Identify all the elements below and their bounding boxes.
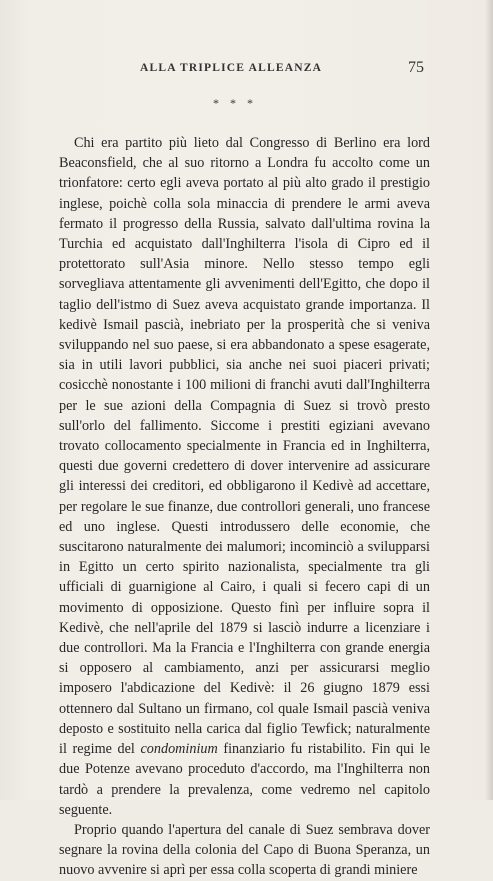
paragraph — [59, 133, 430, 820]
section-break-asterisks: * * * — [213, 96, 257, 110]
paragraph-text: Proprio quando l'apertura del canale di Suez sembrava dover segnare la rovina della colonia del Capo di Buona Speranza, un nuovo avvenire si aprì per essa colla scoperta di grandi miniere — [59, 821, 430, 879]
italic-term: condominium — [140, 741, 218, 758]
body-text — [59, 133, 430, 881]
page-edge-shadow — [485, 0, 493, 800]
paragraph-text-continued: finanziario fu ristabilito. Fin qui le due Potenze avevano proceduto d'accordo, ma l'Inghilterra non tardò a prendere la prevalenza, come vedremo nel capitolo seguente. — [59, 741, 430, 818]
paragraph-text: Chi era partito più lieto dal Congresso di Berlino era lord Beaconsfield, che al suo ritorno a Londra fu accolto come un trionfatore: certo egli aveva portato al più alto grado il prestigio inglese, poichè colla sola minaccia di prendere le armi aveva fermato il progresso della Russia, salvato dall'ultima rovina la Turchia ed acquistato dall'Inghilterra l'isola di Cipro ed il protettorato sull'Asia minore. Nello stesso tempo egli sorvegliava attentamente gli avvenimenti dell'Egitto, che dopo il taglio dell'istmo di Suez aveva acquistato grande importanza. Il kedivè Ismail pascià, inebriato per la prosperità che si veniva sviluppando nel suo paese, si era abbandonato a spese esagerate, sia in utili lavori pubblici, sia anche nei suoi piaceri privati; cosicchè nonostante i 100 milioni di franchi avuti dall'Inghilterra per le sue azioni della Compagnia di Suez si trovò presto sull'orlo del fallimento. Siccome i prestiti egiziani avevano trovato collocamento specialmente in Francia ed in Inghilterra, questi due governi credettero di dover intervenire ad assicurare gli interessi dei creditori, ed obbligarono il Kedivè ad accettare, per regolare le sue finanze, due controllori generali, uno francese ed uno inglese. Questi introdussero delle economie, che suscitarono naturalmente dei malumori; incominciò a svilupparsi in Egitto un certo spirito nazionalista, specialmente tra gli ufficiali di guarnigione al Cairo, i quali si fecero capi di un movimento di opposizione. Questo finì per influire sopra il Kedivè, che nell'aprile del 1879 si lasciò indurre a licenziare i due controllori. Ma la Francia e l'Inghilterra con grande energia si opposero al cambiamento, anzi per assicurarsi meglio imposero l'abdicazione del Kedivè: il 26 giugno 1879 essi ottennero dal Sultano un firmano, col quale Ismail pascià veniva deposto e sostituito nella carica dal figlio Tewfick; naturalmente il regime del — [59, 135, 430, 758]
running-title: ALLA TRIPLICE ALLEANZA — [140, 62, 323, 74]
page-number: 75 — [408, 59, 424, 76]
paragraph — [59, 820, 430, 881]
